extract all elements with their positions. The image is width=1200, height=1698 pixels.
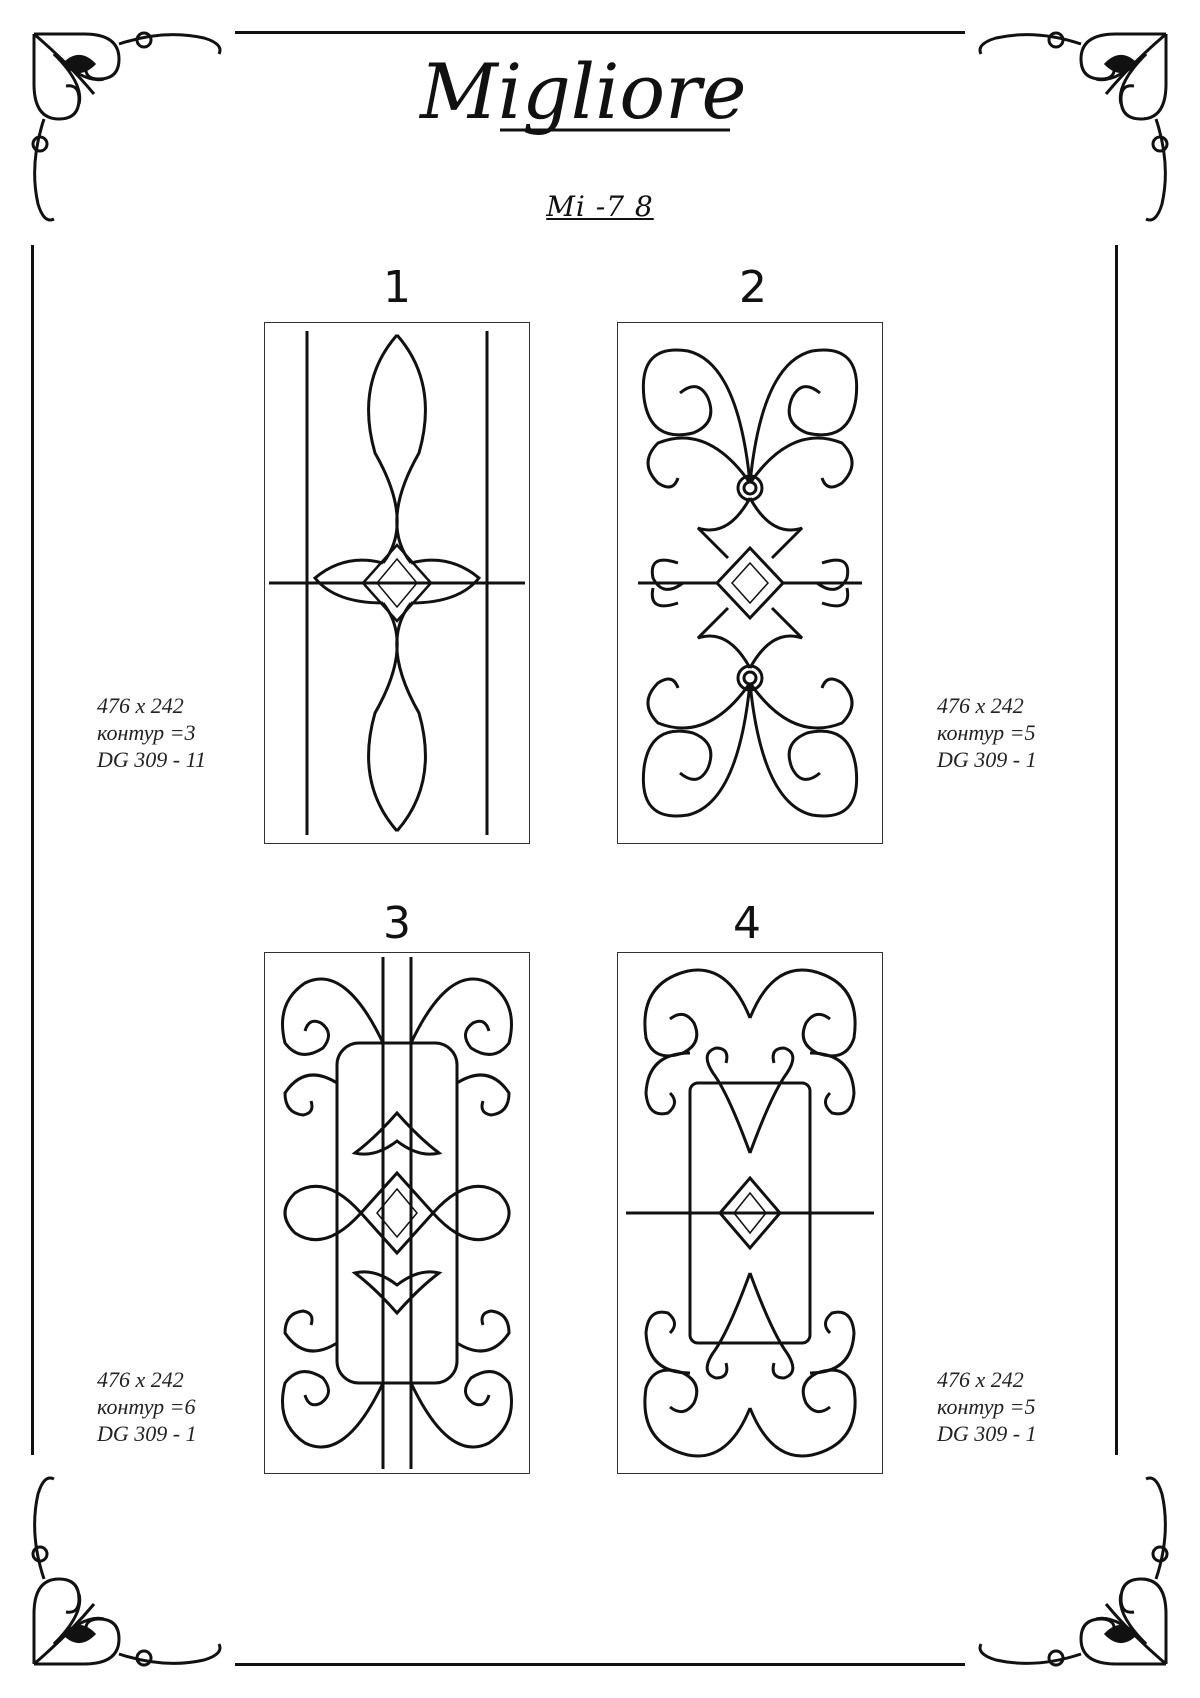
panel-2-contour: контур =5 bbox=[937, 720, 1036, 745]
corner-ornament-bottom-right bbox=[966, 1464, 1176, 1674]
panel-4-contour: контур =5 bbox=[937, 1394, 1036, 1419]
panel-3-contour: контур =6 bbox=[97, 1394, 196, 1419]
panel-4-number: 4 bbox=[733, 898, 761, 949]
panel-3-size: 476 x 242 bbox=[97, 1367, 184, 1392]
panel-3-design[interactable] bbox=[264, 952, 530, 1474]
blank-area bbox=[462, 1566, 700, 1658]
panel-1-spec bbox=[97, 692, 206, 773]
panel-4-spec bbox=[937, 1366, 1037, 1447]
model-code: Mi -7 8 bbox=[546, 190, 654, 223]
panel-1-contour: контур =3 bbox=[97, 720, 196, 745]
corner-ornament-bottom-left bbox=[24, 1464, 234, 1674]
panel-2-design[interactable] bbox=[617, 322, 883, 844]
brand-logo-text: Migliore bbox=[420, 47, 747, 136]
frame-bottom-line bbox=[235, 1663, 965, 1666]
panel-2-size: 476 x 242 bbox=[937, 693, 1024, 718]
frame-left-line bbox=[31, 245, 34, 1455]
frame-top-line bbox=[235, 31, 965, 34]
panel-1-design[interactable] bbox=[264, 322, 530, 844]
panel-2-glass: DG 309 - 1 bbox=[937, 747, 1037, 772]
brand-logo bbox=[410, 40, 790, 150]
panel-4-glass: DG 309 - 1 bbox=[937, 1421, 1037, 1446]
panel-1-number: 1 bbox=[383, 262, 411, 313]
panel-4-design[interactable] bbox=[617, 952, 883, 1474]
panel-3-glass: DG 309 - 1 bbox=[97, 1421, 197, 1446]
panel-3-spec bbox=[97, 1366, 197, 1447]
panel-2-spec bbox=[937, 692, 1037, 773]
panel-4-size: 476 x 242 bbox=[937, 1367, 1024, 1392]
frame-right-line bbox=[1115, 245, 1118, 1455]
panel-2-number: 2 bbox=[739, 262, 767, 313]
panel-1-size: 476 x 242 bbox=[97, 693, 184, 718]
panel-3-number: 3 bbox=[383, 898, 411, 949]
panel-1-glass: DG 309 - 11 bbox=[97, 747, 206, 772]
